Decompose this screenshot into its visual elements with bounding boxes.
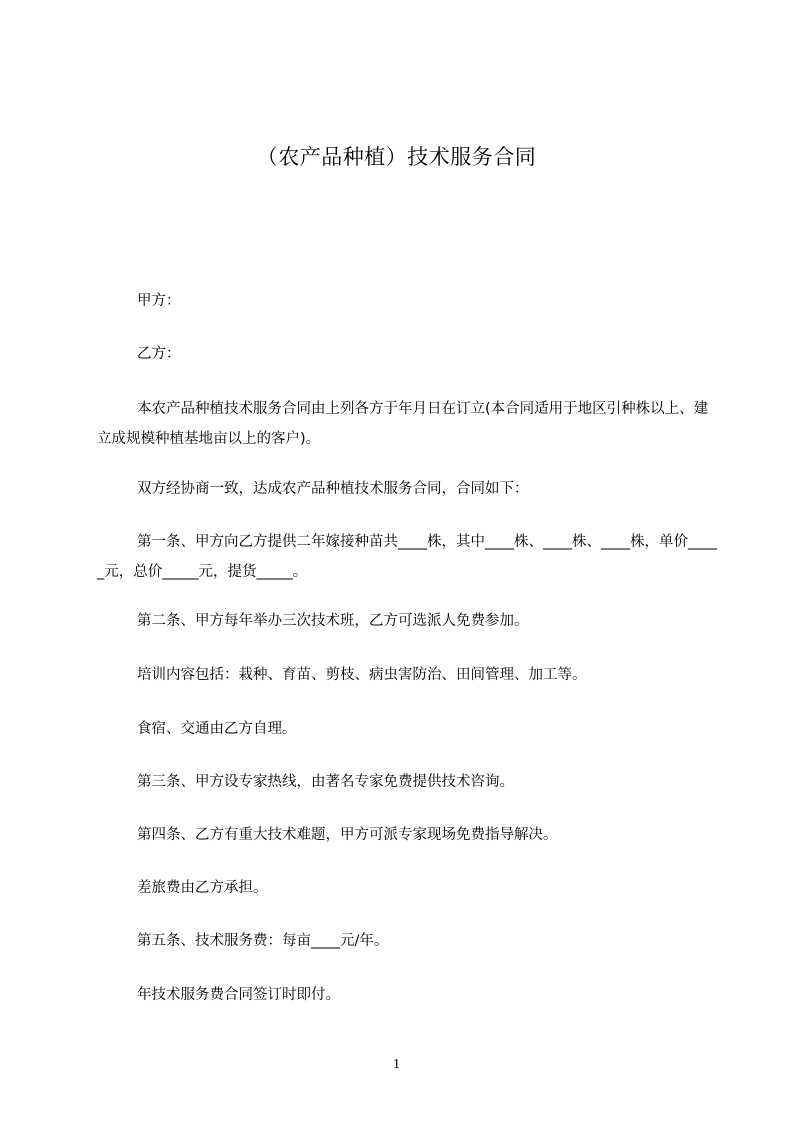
payment-timing-note: 年技术服务费合同签订时即付。 [137,987,340,1003]
article-four: 第四条、乙方有重大技术难题，甲方可派专家现场免费指导解决。 [137,827,558,843]
article-one: 第一条、甲方向乙方提供二年嫁接种苗共____株，其中____株、____株、____株，单价_____元，总价_____元，提货_____。 [97,534,717,580]
contract-intro-paragraph: 本农产品种植技术服务合同由上列各方于年月日在订立(本合同适用于地区引种株以上、建立成规模种植基地亩以上的客户)。 [97,401,709,447]
document-title: （农产品种植）技术服务合同 [256,145,537,169]
article-two: 第二条、甲方每年举办三次技术班，乙方可选派人免费参加。 [137,613,529,629]
lodging-transport-note: 食宿、交通由乙方自理。 [137,721,297,737]
party-b-line: 乙方： [137,346,181,362]
article-three: 第三条、甲方设专家热线，由著名专家免费提供技术咨询。 [137,774,514,790]
article-five: 第五条、技术服务费：每亩____元/年。 [137,933,389,949]
agreement-statement: 双方经协商一致，达成农产品种植技术服务合同，合同如下： [137,481,529,497]
training-content: 培训内容包括：栽种、育苗、剪枝、病虫害防治、田间管理、加工等。 [137,667,587,683]
travel-expense-note: 差旅费由乙方承担。 [137,880,268,896]
page-number: 1 [393,1057,400,1072]
party-a-line: 甲方： [137,293,181,309]
